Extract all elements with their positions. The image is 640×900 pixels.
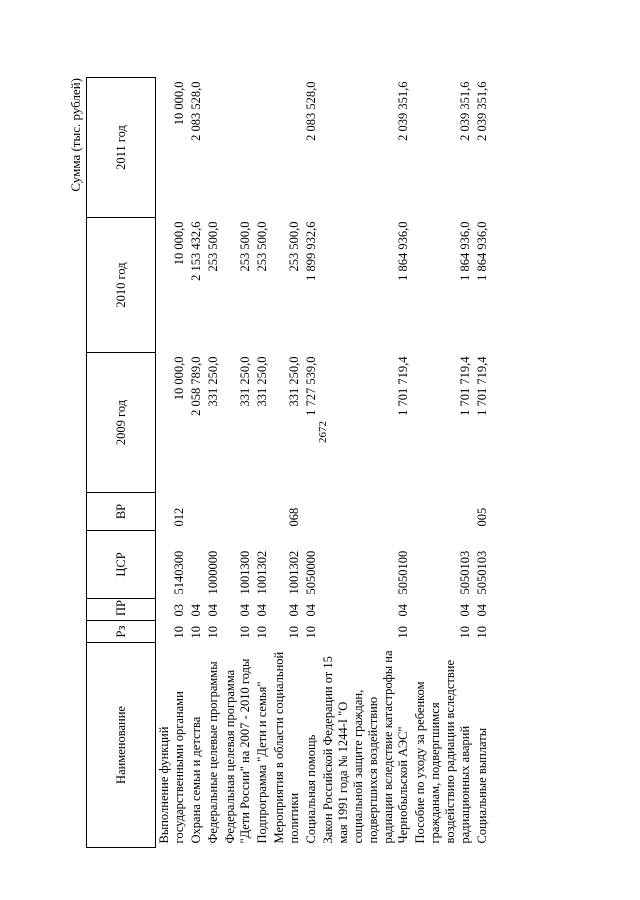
budget-table [86, 77, 491, 848]
row-pr: 04 [206, 604, 220, 617]
row-2010: 1 899 932,6 [304, 221, 318, 281]
row-rz: 10 [304, 626, 318, 639]
row-2009: 331 250,0 [238, 356, 252, 407]
table-row [222, 78, 254, 848]
row-rz: 10 [475, 626, 489, 639]
table-row [205, 78, 222, 848]
row-2011: 2 039 351,6 [475, 81, 489, 141]
row-2011: 2 083 528,0 [304, 81, 318, 141]
table-row [156, 78, 189, 848]
units-caption: Сумма (тыс. рублей) [68, 78, 83, 192]
table-row [254, 78, 271, 848]
header-2009: 2009 год [87, 353, 156, 493]
header-vr: ВР [87, 493, 156, 531]
row-rz: 10 [287, 626, 301, 639]
row-name: Социальная помощь [304, 734, 318, 844]
table-row [474, 78, 491, 848]
row-csr: 1001302 [255, 550, 269, 595]
row-2010: 1 864 936,0 [475, 221, 489, 281]
row-pr: 04 [189, 604, 203, 617]
table-row [412, 78, 474, 848]
row-pr: 04 [287, 604, 301, 617]
row-2011: 2 039 351,6 [458, 81, 472, 141]
row-2009: 1 701 719,4 [458, 356, 472, 416]
table-row [303, 78, 320, 848]
row-2010: 2 153 432,6 [189, 221, 203, 281]
table-body [156, 78, 492, 848]
row-2011 [271, 78, 303, 218]
row-2010: 10 000,0 [172, 221, 186, 266]
row-csr: 5050000 [304, 550, 318, 595]
row-vr [188, 493, 205, 531]
row-2010: 1 864 936,0 [458, 221, 472, 281]
row-2010: 1 864 936,0 [396, 221, 410, 281]
row-pr: 04 [238, 604, 252, 617]
row-vr: 012 [172, 507, 186, 527]
row-csr: 5050100 [396, 550, 410, 595]
row-vr: 005 [475, 507, 489, 527]
row-rz: 10 [255, 626, 269, 639]
row-name: Социальные выплаты [475, 727, 489, 844]
row-2009: 1 701 719,4 [396, 356, 410, 416]
row-2010: 253 500,0 [287, 221, 301, 272]
row-2011 [205, 78, 222, 218]
row-2009: 1 701 719,4 [475, 356, 489, 416]
row-vr [303, 493, 320, 531]
row-csr: 5140300 [172, 550, 186, 595]
row-name: Закон Российской Федерации от 15 мая 1991 года № 1244-I "О социальной защите граждан, подвергшихся воздействию радиации вследствие катастрофы на Чернобыльской АЭС" [321, 650, 410, 844]
row-name: Федеральные целевые программы [206, 661, 220, 844]
row-csr [188, 531, 205, 599]
row-vr [205, 493, 222, 531]
row-rz: 10 [458, 626, 472, 639]
header-name: Наименование [87, 643, 156, 848]
row-name: Подпрограмма "Дети и семья" [255, 681, 269, 844]
row-2011: 2 083 528,0 [189, 81, 203, 141]
row-rz: 10 [396, 626, 410, 639]
row-name: Мероприятия в области социальной политики [272, 651, 301, 844]
table-row [188, 78, 205, 848]
table-header-row [87, 78, 156, 848]
header-pr: ПР [87, 599, 156, 621]
row-csr: 5050103 [475, 550, 489, 595]
row-pr: 04 [255, 604, 269, 617]
table-row [271, 78, 303, 848]
rotated-page-content [60, 58, 555, 848]
row-pr: 04 [396, 604, 410, 617]
row-vr [222, 493, 254, 531]
row-pr: 04 [304, 604, 318, 617]
row-2011 [222, 78, 254, 218]
row-2009: 331 250,0 [206, 356, 220, 407]
row-name: Пособие по уходу за ребенком гражданам, подвергшимся воздействию радиации вследствие радиационных аварий [413, 659, 472, 844]
row-csr: 1000000 [206, 550, 220, 595]
row-rz: 10 [189, 626, 203, 639]
header-2010: 2010 год [87, 218, 156, 353]
row-2009: 331 250,0 [255, 356, 269, 407]
row-2010: 253 500,0 [255, 221, 269, 272]
row-csr: 1001300 [238, 550, 252, 595]
header-2011: 2011 год [87, 78, 156, 218]
row-name: Выполнение функций государственными органами [157, 691, 186, 844]
row-2009: 1 727 539,0 [304, 356, 318, 416]
table-row [320, 78, 412, 848]
row-csr: 5050103 [458, 550, 472, 595]
row-2009: 10 000,0 [172, 356, 186, 401]
row-vr: 068 [287, 507, 301, 527]
row-2009: 331 250,0 [287, 356, 301, 407]
row-vr [254, 493, 271, 531]
row-2011: 2 039 351,6 [396, 81, 410, 141]
row-rz: 10 [172, 626, 186, 639]
row-rz: 10 [238, 626, 252, 639]
row-pr: 04 [458, 604, 472, 617]
row-2011 [254, 78, 271, 218]
row-pr: 04 [475, 604, 489, 617]
row-pr: 03 [172, 604, 186, 617]
row-2010: 253 500,0 [206, 221, 220, 272]
row-2009: 2 058 789,0 [189, 356, 203, 416]
header-rz: Рз [87, 621, 156, 643]
row-vr [320, 493, 412, 531]
page-number: 2672 [317, 421, 329, 443]
row-rz: 10 [206, 626, 220, 639]
row-vr [412, 493, 474, 531]
row-csr: 1001302 [287, 550, 301, 595]
row-2010: 253 500,0 [238, 221, 252, 272]
row-2011: 10 000,0 [172, 81, 186, 126]
row-name: Федеральная целевая программа "Дети России" на 2007 - 2010 годы [223, 658, 252, 844]
row-name: Охрана семьи и детства [189, 716, 203, 844]
header-csr: ЦСР [87, 531, 156, 599]
